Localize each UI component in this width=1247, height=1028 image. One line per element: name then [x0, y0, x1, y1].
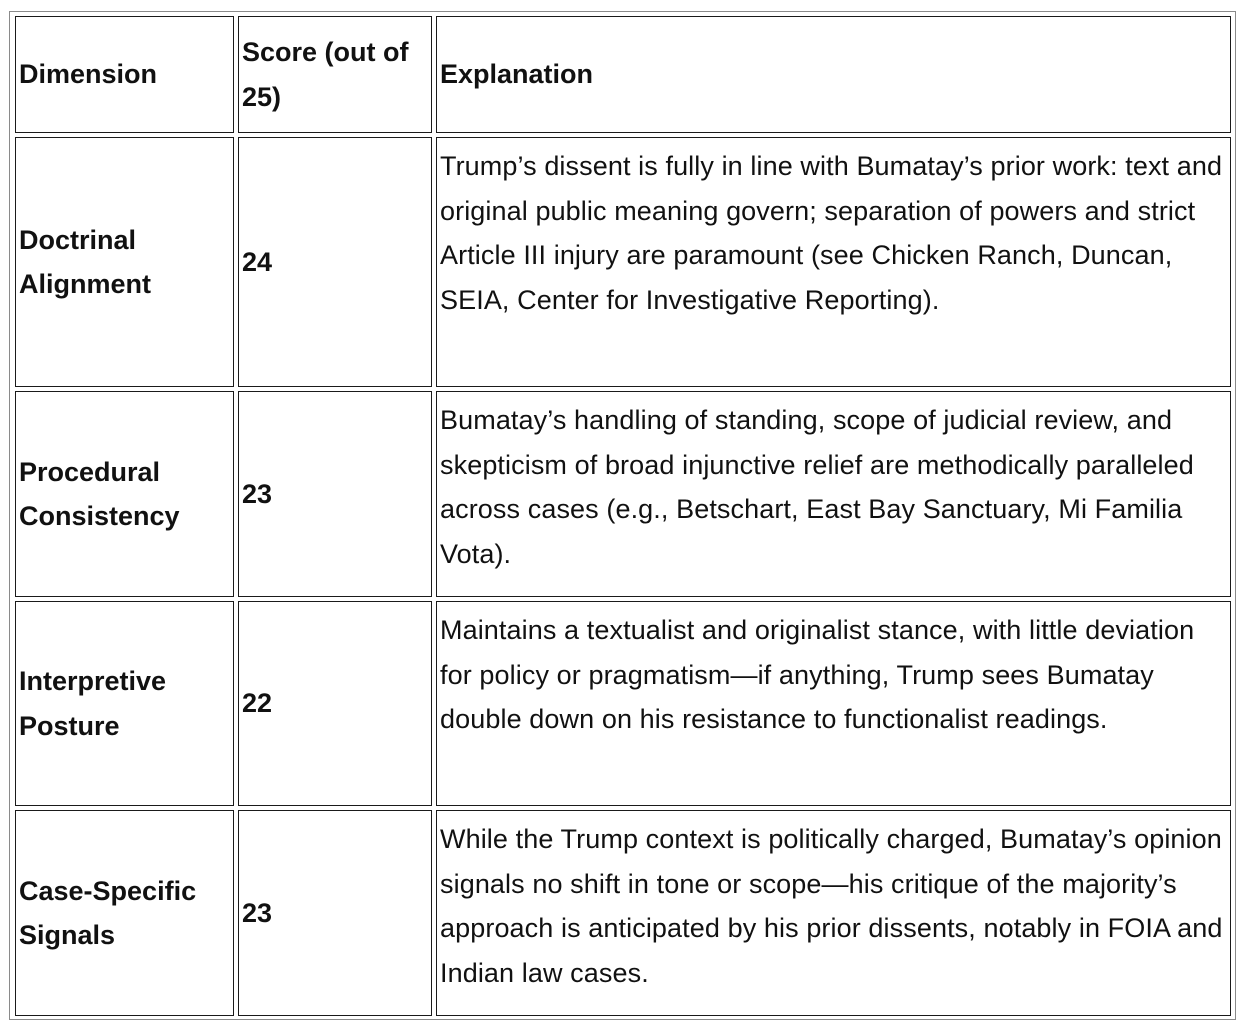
- dimension-cell: Case-Specific Signals: [15, 810, 234, 1016]
- header-dimension: Dimension: [15, 16, 234, 133]
- score-cell: 24: [238, 137, 432, 387]
- header-score: Score (out of 25): [238, 16, 432, 133]
- explanation-cell: Maintains a textualist and originalist stance, with little deviation for policy or pragmatism—if anything, Trump sees Bumatay double down on his resistance to functionalist readings.: [436, 601, 1231, 806]
- score-cell: 23: [238, 810, 432, 1016]
- score-cell: 23: [238, 391, 432, 597]
- dimension-cell: Interpretive Posture: [15, 601, 234, 806]
- explanation-cell: Trump’s dissent is fully in line with Bumatay’s prior work: text and original public meaning govern; separation of powers and strict Article III injury are paramount (see Chicken Ranch, Duncan, SEIA, Center for Investigative Reporting).: [436, 137, 1231, 387]
- explanation-cell: Bumatay’s handling of standing, scope of judicial review, and skepticism of broad injunctive relief are methodically paralleled across cases (e.g., Betschart, East Bay Sanctuary, Mi Familia Vota).: [436, 391, 1231, 597]
- explanation-cell: While the Trump context is politically charged, Bumatay’s opinion signals no shift in tone or scope—his critique of the majority’s approach is anticipated by his prior dissents, notably in FOIA and Indian law cases.: [436, 810, 1231, 1016]
- header-explanation: Explanation: [436, 16, 1231, 133]
- dimension-cell: Procedural Consistency: [15, 391, 234, 597]
- score-cell: 22: [238, 601, 432, 806]
- dimension-cell: Doctrinal Alignment: [15, 137, 234, 387]
